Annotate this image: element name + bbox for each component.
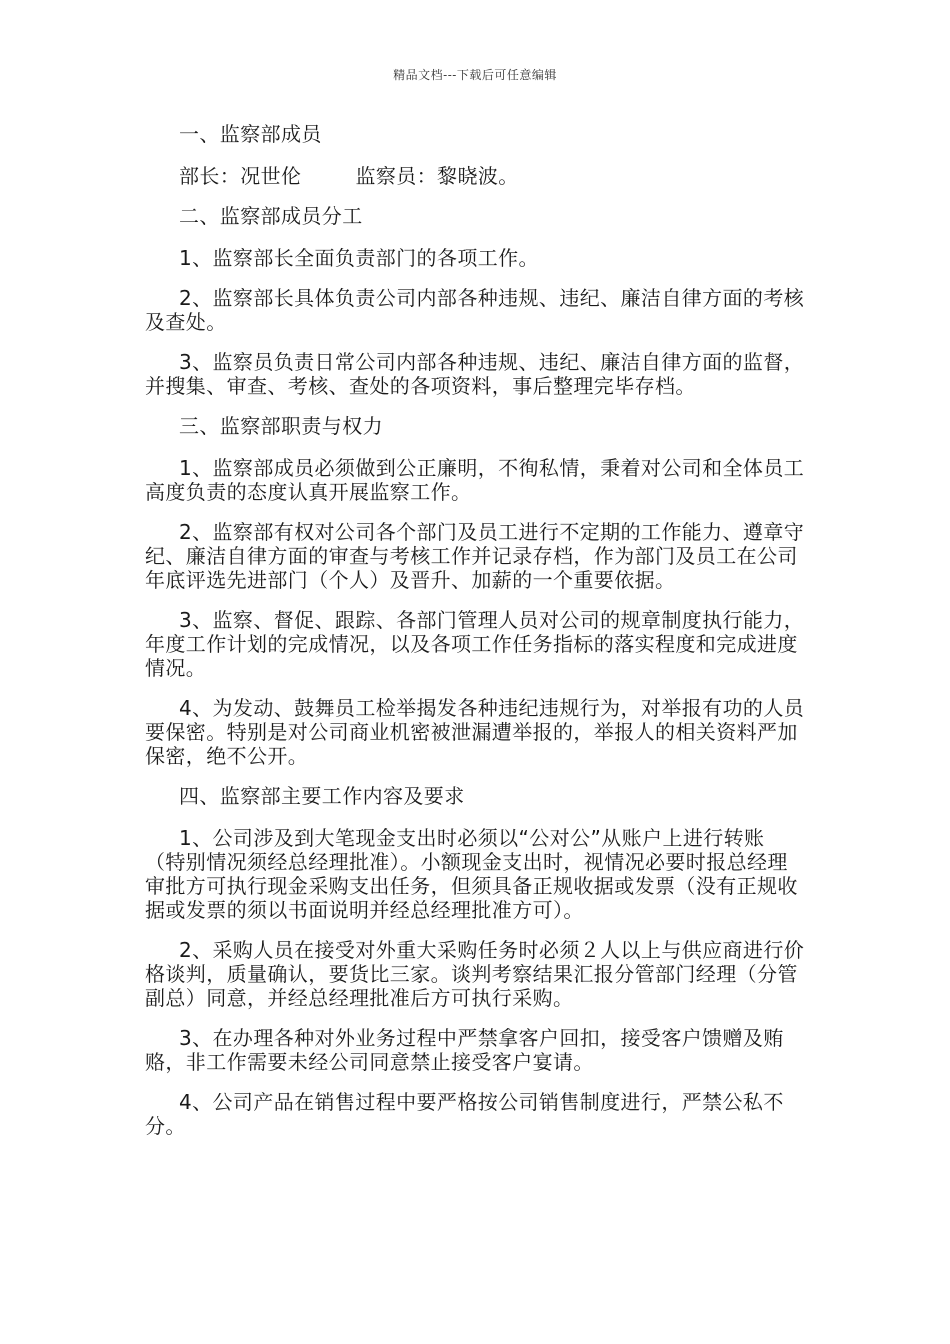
- division-item-1: 1、监察部长全面负责部门的各项工作。: [179, 246, 539, 270]
- work-item-4: 4、公司产品在销售过程中要严格按公司销售制度进行，严禁公私不分。: [145, 1090, 784, 1138]
- section-heading-members: 一、监察部成员: [179, 122, 322, 146]
- work-item-1: 1、公司涉及到大笔现金支出时必须以“公对公”从账户上进行转账（特别情况须经总经理批准）。小额现金支出时，视情况必要时报总经理审批方可执行现金采购支出任务，但须具备正规收据或发票（没有正规收据或发票的须以书面说明并经总经理批准方可）。: [145, 826, 798, 922]
- work-item-3: 3、在办理各种对外业务过程中严禁拿客户回扣，接受客户馈赠及贿赂，非工作需要未经公司同意禁止接受客户宴请。: [145, 1026, 784, 1074]
- section-heading-duties: 三、监察部职责与权力: [179, 414, 383, 438]
- document-body: [145, 122, 805, 1154]
- division-item-2: 2、监察部长具体负责公司内部各种违规、违纪、廉洁自律方面的考核及查处。: [145, 286, 805, 334]
- section-heading-work: 四、监察部主要工作内容及要求: [179, 784, 465, 808]
- duties-item-3: 3、监察、督促、跟踪、各部门管理人员对公司的规章制度执行能力，年度工作计划的完成情况，以及各项工作任务指标的落实程度和完成进度情况。: [145, 608, 805, 680]
- duties-item-2: 2、监察部有权对公司各个部门及员工进行不定期的工作能力、遵章守纪、廉洁自律方面的审查与考核工作并记录存档，作为部门及员工在公司年底评选先进部门（个人）及晋升、加薪的一个重要依据。: [145, 520, 805, 592]
- page-header: 精品文档---下载后可任意编辑: [393, 68, 557, 82]
- work-item-2: 2、采购人员在接受对外重大采购任务时必须２人以上与供应商进行价格谈判，质量确认，要货比三家。谈判考察结果汇报分管部门经理（分管副总）同意，并经总经理批准后方可执行采购。: [145, 938, 805, 1010]
- division-item-3: 3、监察员负责日常公司内部各种违规、违纪、廉洁自律方面的监督，并搜集、审查、考核、查处的各项资料，事后整理完毕存档。: [145, 350, 805, 398]
- duties-item-1: 1、监察部成员必须做到公正廉明，不徇私情，秉着对公司和全体员工高度负责的态度认真开展监察工作。: [145, 456, 805, 504]
- duties-item-4: 4、为发动、鼓舞员工检举揭发各种违纪违规行为，对举报有功的人员要保密。特别是对公司商业机密被泄漏遭举报的，举报人的相关资料严加保密，绝不公开。: [145, 696, 805, 768]
- section-heading-division: 二、监察部成员分工: [179, 204, 363, 228]
- member-list: 部长：况世伦 监察员：黎晓波。: [179, 164, 519, 188]
